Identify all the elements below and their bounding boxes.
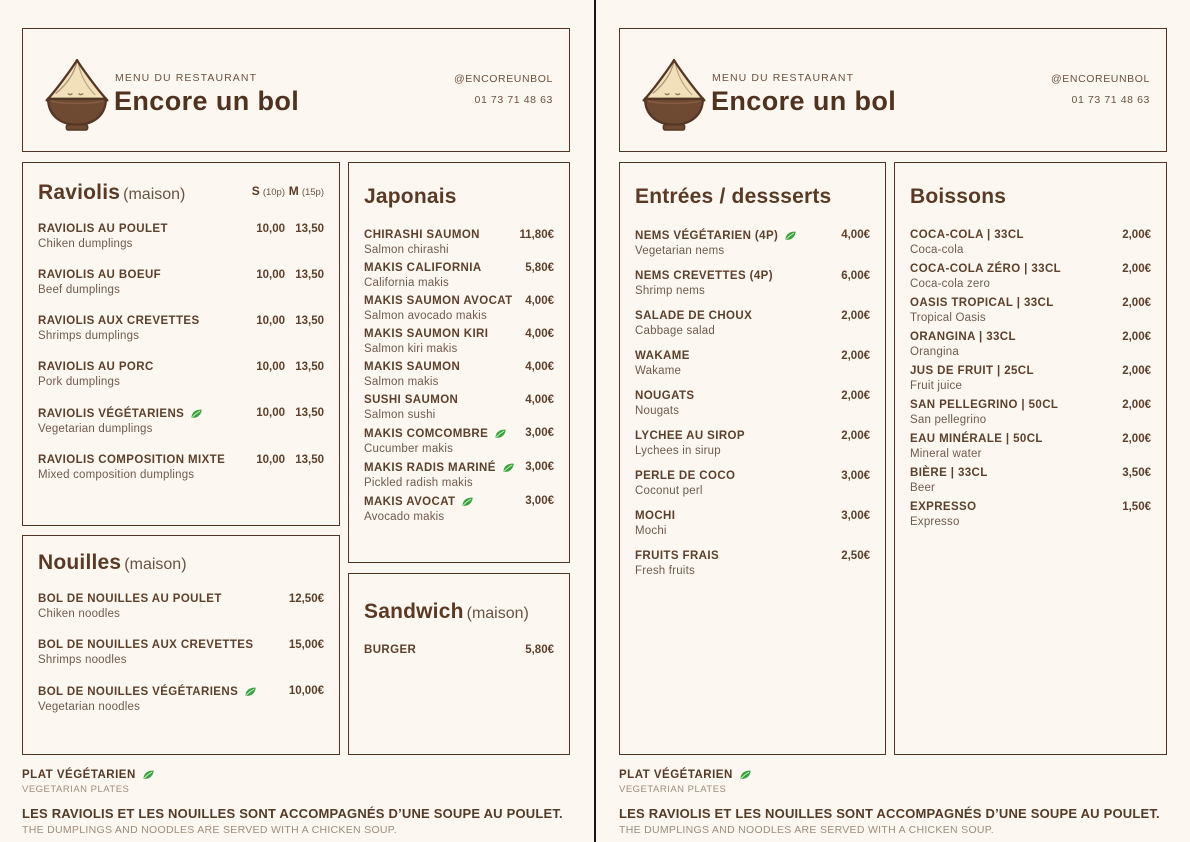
item-price: 2,00€	[841, 390, 870, 402]
item-price: 2,00€	[1122, 229, 1151, 241]
item-description: Shrimps noodles	[38, 654, 127, 666]
dumpling-bowl-logo-icon	[39, 55, 115, 135]
item-list	[635, 229, 870, 577]
veg-plate-label: PLAT VÉGÉTARIEN	[22, 769, 136, 781]
leaf-slot	[142, 768, 155, 782]
item-name-group	[364, 394, 525, 406]
vegetarian-leaf-icon	[502, 461, 515, 474]
item-price: 3,00€	[525, 461, 554, 473]
vegetarian-leaf-icon	[784, 229, 797, 242]
item-price-small: 10,00	[256, 269, 285, 281]
item-name-group	[364, 495, 525, 508]
item-price-medium: 13,50	[295, 407, 324, 419]
item-description: Fresh fruits	[635, 565, 695, 577]
size-s-note: (10p)	[262, 187, 285, 198]
item-description: Salmon sushi	[364, 409, 436, 421]
footer-right	[619, 768, 1167, 836]
item-name-group	[635, 550, 841, 562]
item-row	[38, 315, 324, 327]
item-row	[364, 328, 554, 340]
header-right	[619, 28, 1167, 152]
item-name-group	[910, 229, 1122, 241]
item-name: CHIRASHI SAUMON	[364, 229, 480, 241]
item-name: FRUITS FRAIS	[635, 550, 720, 562]
item-name-group	[38, 315, 246, 327]
menu-item	[910, 331, 1151, 358]
item-row	[635, 270, 870, 282]
item-description: Chiken dumplings	[38, 238, 133, 250]
item-name-group	[635, 470, 841, 482]
item-name-group	[635, 270, 841, 282]
item-description: Vegetarian dumplings	[38, 423, 153, 435]
item-row	[38, 407, 324, 420]
item-name: WAKAME	[635, 350, 690, 362]
item-name-group	[364, 262, 525, 274]
item-name-group	[364, 328, 525, 340]
menu-item	[364, 361, 554, 388]
veg-plate-label: PLAT VÉGÉTARIEN	[619, 769, 733, 781]
item-description: Tropical Oasis	[910, 312, 986, 324]
menu-item	[635, 550, 870, 577]
phone-number: 01 73 71 48 63	[1071, 94, 1150, 106]
item-row	[364, 427, 554, 440]
contact-block	[1051, 73, 1150, 106]
section-heading	[364, 600, 554, 626]
item-name: MAKIS RADIS MARINÉ	[364, 461, 496, 474]
menu-item	[38, 361, 324, 388]
section-suffix: (maison)	[466, 605, 529, 622]
vegetarian-leaf-icon	[244, 685, 257, 698]
item-row	[364, 394, 554, 406]
item-name-group	[38, 407, 246, 420]
item-row	[38, 454, 324, 466]
item-name: BOL DE NOUILLES VÉGÉTARIENS	[38, 685, 239, 698]
item-name: JUS DE FRUIT | 25CL	[910, 365, 1034, 377]
item-name: COCA-COLA ZÉRO | 33CL	[910, 263, 1062, 275]
menu-item	[364, 229, 554, 256]
item-description: Salmon chirashi	[364, 244, 449, 256]
item-name-group	[38, 454, 246, 466]
menu-item	[635, 390, 870, 417]
item-name: MAKIS AVOCAT	[364, 495, 456, 508]
item-row	[364, 644, 554, 656]
menu-item	[910, 297, 1151, 324]
menu-item	[635, 310, 870, 337]
item-name-group	[364, 361, 525, 373]
section-boissons	[894, 162, 1167, 755]
item-description: California makis	[364, 277, 450, 289]
item-name: LYCHEE AU SIROP	[635, 430, 745, 442]
menu-item	[364, 427, 554, 455]
item-name-group	[635, 430, 841, 442]
item-name-group	[910, 399, 1122, 411]
item-price: 2,00€	[841, 350, 870, 362]
section-entrees-desserts	[619, 162, 886, 755]
item-row	[38, 685, 324, 698]
item-price: 1,50€	[1122, 501, 1151, 513]
item-price-small: 10,00	[256, 223, 285, 235]
veg-plate-sublabel: VEGETARIAN PLATES	[619, 784, 727, 795]
item-row	[364, 361, 554, 373]
item-row	[364, 495, 554, 508]
item-name-group	[635, 310, 841, 322]
item-name: MAKIS SAUMON AVOCAT	[364, 295, 513, 307]
item-row	[364, 461, 554, 474]
item-list	[38, 593, 324, 713]
item-description: Cabbage salad	[635, 325, 715, 337]
item-name: ORANGINA | 33CL	[910, 331, 1016, 343]
item-name-group	[635, 510, 841, 522]
item-name-group	[910, 365, 1122, 377]
item-row	[38, 361, 324, 373]
menu-page-right	[619, 0, 1167, 842]
item-price: 2,00€	[1122, 433, 1151, 445]
item-price: 4,00€	[525, 394, 554, 406]
item-price: 3,00€	[525, 427, 554, 439]
phone-number: 01 73 71 48 63	[474, 94, 553, 106]
item-description: Shrimps dumplings	[38, 330, 140, 342]
item-name-group	[910, 501, 1122, 513]
item-price: 11,80€	[519, 229, 554, 241]
item-name-group	[635, 390, 841, 402]
item-row	[635, 310, 870, 322]
item-name: SALADE DE CHOUX	[635, 310, 753, 322]
item-description: Salmon makis	[364, 376, 439, 388]
item-row	[38, 593, 324, 605]
item-name: NEMS CREVETTES (4P)	[635, 270, 773, 282]
item-description: Pickled radish makis	[364, 477, 473, 489]
item-name: SAN PELLEGRINO | 50CL	[910, 399, 1059, 411]
item-price-medium: 13,50	[295, 223, 324, 235]
item-name: NEMS VÉGÉTARIEN (4P)	[635, 229, 779, 242]
item-price: 3,00€	[525, 495, 554, 507]
vegetarian-leaf-icon	[494, 427, 507, 440]
restaurant-title: Encore un bol	[114, 86, 300, 116]
menu-item	[635, 470, 870, 497]
menu-item	[910, 501, 1151, 528]
item-name: BOL DE NOUILLES AU POULET	[38, 593, 222, 605]
item-list	[364, 644, 554, 656]
item-description: Shrimp nems	[635, 285, 705, 297]
menu-eyebrow: MENU DU RESTAURANT	[712, 72, 855, 84]
item-name-group	[635, 350, 841, 362]
menu-item	[38, 454, 324, 481]
item-price: 2,00€	[841, 310, 870, 322]
item-description: Beef dumplings	[38, 284, 121, 296]
section-raviolis	[22, 162, 340, 526]
item-price: 5,80€	[525, 262, 554, 274]
item-name-group	[38, 639, 289, 651]
item-row	[38, 223, 324, 235]
item-list	[910, 229, 1151, 528]
item-price: 10,00€	[288, 685, 324, 697]
item-description: Coconut perl	[635, 485, 703, 497]
item-name-group	[910, 297, 1122, 309]
item-description: Expresso	[910, 516, 960, 528]
item-price: 3,50€	[1122, 467, 1151, 479]
item-price: 2,50€	[841, 550, 870, 562]
menu-item	[635, 350, 870, 377]
item-name: RAVIOLIS VÉGÉTARIENS	[38, 407, 185, 420]
vegetarian-leaf-icon	[461, 495, 474, 508]
menu-item	[635, 510, 870, 537]
item-description: Salmon avocado makis	[364, 310, 487, 322]
section-heading	[38, 179, 324, 207]
menu-eyebrow: MENU DU RESTAURANT	[115, 72, 258, 84]
item-name: MAKIS SAUMON KIRI	[364, 328, 489, 340]
item-description: Vegetarian noodles	[38, 701, 141, 713]
item-price-small: 10,00	[256, 361, 285, 373]
veg-plate-sublabel: VEGETARIAN PLATES	[22, 784, 130, 795]
menu-page-left	[22, 0, 570, 842]
section-sandwich	[348, 573, 570, 755]
menu-item	[364, 495, 554, 523]
item-price: 2,00€	[841, 430, 870, 442]
item-description: Fruit juice	[910, 380, 963, 392]
item-price: 2,00€	[1122, 263, 1151, 275]
item-name-group	[910, 263, 1122, 275]
item-name: COCA-COLA | 33CL	[910, 229, 1024, 241]
page-divider	[594, 0, 596, 842]
item-description: Wakame	[635, 365, 682, 377]
section-title: Boissons	[910, 185, 1007, 208]
section-title: Nouilles	[38, 551, 122, 574]
item-description: Pork dumplings	[38, 376, 121, 388]
item-description: Salmon kiri makis	[364, 343, 458, 355]
item-price: 3,00€	[841, 470, 870, 482]
item-row	[910, 229, 1151, 241]
item-price: 6,00€	[841, 270, 870, 282]
item-row	[635, 430, 870, 442]
item-description: Chiken noodles	[38, 608, 121, 620]
menu-item	[910, 229, 1151, 256]
item-price-small: 10,00	[256, 454, 285, 466]
section-heading	[38, 551, 324, 577]
item-name: EXPRESSO	[910, 501, 977, 513]
item-description: Lychees in sirup	[635, 445, 721, 457]
item-name: BURGER	[364, 644, 417, 656]
item-name: MAKIS SAUMON	[364, 361, 461, 373]
social-handle: @ENCOREUNBOL	[1051, 73, 1150, 85]
section-title: Japonais	[364, 185, 457, 208]
item-price: 2,00€	[1122, 297, 1151, 309]
menu-item	[364, 644, 554, 656]
menu-item	[364, 394, 554, 421]
item-row	[910, 433, 1151, 445]
vegetarian-leaf-icon	[142, 768, 155, 781]
item-price: 4,00€	[841, 229, 870, 241]
section-title: Entrées / dessserts	[635, 185, 832, 208]
restaurant-title: Encore un bol	[711, 86, 897, 116]
menu-item	[38, 269, 324, 296]
footer-left	[22, 768, 570, 836]
item-name: RAVIOLIS AU POULET	[38, 223, 168, 235]
item-description: San pellegrino	[910, 414, 987, 426]
item-list	[364, 229, 554, 523]
item-description: Cucumber makis	[364, 443, 454, 455]
menu-item	[910, 433, 1151, 460]
item-row	[635, 470, 870, 482]
menu-item	[38, 223, 324, 250]
menu-item	[635, 430, 870, 457]
item-price: 15,00€	[288, 639, 324, 651]
soup-note: LES RAVIOLIS ET LES NOUILLES SONT ACCOMPAGNÉS D’UNE SOUPE AU POULET.	[22, 806, 563, 821]
section-suffix: (maison)	[123, 186, 186, 203]
dumpling-bowl-logo-icon	[636, 55, 712, 135]
item-row	[38, 639, 324, 651]
item-name-group	[910, 467, 1122, 479]
item-description: Mochi	[635, 525, 667, 537]
size-s-label: S	[251, 184, 260, 198]
item-name-group	[364, 644, 525, 656]
vegetarian-leaf-icon	[739, 768, 752, 781]
menu-item	[38, 315, 324, 342]
item-price-medium: 13,50	[295, 361, 324, 373]
item-name-group	[364, 295, 525, 307]
menu-item	[635, 270, 870, 297]
section-suffix: (maison)	[124, 556, 187, 573]
size-m-note: (15p)	[301, 187, 324, 198]
item-name-group	[910, 331, 1122, 343]
item-row	[38, 269, 324, 281]
item-description: Vegetarian nems	[635, 245, 725, 257]
section-heading	[910, 185, 1151, 211]
item-price: 5,80€	[525, 644, 554, 656]
item-row	[910, 331, 1151, 343]
item-list	[38, 223, 324, 481]
item-name-group	[38, 361, 246, 373]
item-row	[364, 262, 554, 274]
item-name-group	[38, 223, 246, 235]
item-name: MAKIS CALIFORNIA	[364, 262, 482, 274]
item-name: MOCHI	[635, 510, 676, 522]
menu-item	[38, 639, 324, 666]
item-price-small: 10,00	[256, 407, 285, 419]
item-row	[635, 390, 870, 402]
item-name-group	[635, 229, 841, 242]
item-name-group	[38, 593, 289, 605]
item-description: Coca-cola	[910, 244, 964, 256]
item-price: 4,00€	[525, 328, 554, 340]
item-row	[910, 399, 1151, 411]
item-name: BOL DE NOUILLES AUX CREVETTES	[38, 639, 254, 651]
item-name: RAVIOLIS AUX CREVETTES	[38, 315, 200, 327]
item-price: 12,50€	[288, 593, 324, 605]
item-name: NOUGATS	[635, 390, 695, 402]
item-price: 2,00€	[1122, 399, 1151, 411]
item-name: OASIS TROPICAL | 33CL	[910, 297, 1054, 309]
item-row	[910, 263, 1151, 275]
item-name: PERLE DE COCO	[635, 470, 736, 482]
soup-note-sub: THE DUMPLINGS AND NOODLES ARE SERVED WITH A CHICKEN SOUP.	[22, 824, 397, 836]
menu-item	[910, 399, 1151, 426]
menu-item	[364, 262, 554, 289]
item-description: Beer	[910, 482, 936, 494]
item-row	[635, 550, 870, 562]
section-title: Raviolis	[38, 181, 121, 204]
item-price-medium: 13,50	[295, 315, 324, 327]
item-row	[635, 229, 870, 242]
item-name-group	[364, 461, 525, 474]
item-row	[364, 295, 554, 307]
section-japonais	[348, 162, 570, 563]
item-description: Mixed composition dumplings	[38, 469, 195, 481]
item-name: RAVIOLIS AU BOEUF	[38, 269, 162, 281]
item-price: 4,00€	[525, 295, 554, 307]
item-price-small: 10,00	[256, 315, 285, 327]
section-heading	[635, 185, 870, 211]
item-name-group	[38, 685, 289, 698]
menu-item	[635, 229, 870, 257]
item-description: Coca-cola zero	[910, 278, 991, 290]
item-name-group	[910, 433, 1122, 445]
vegetarian-leaf-icon	[190, 407, 203, 420]
item-name: SUSHI SAUMON	[364, 394, 459, 406]
menu-item	[38, 685, 324, 713]
menu-item	[910, 365, 1151, 392]
item-name-group	[364, 427, 525, 440]
item-price: 2,00€	[1122, 331, 1151, 343]
item-price: 4,00€	[525, 361, 554, 373]
menu-item	[364, 461, 554, 489]
contact-block	[454, 73, 553, 106]
item-price-medium: 13,50	[295, 454, 324, 466]
item-name-group	[364, 229, 519, 241]
soup-note-sub: THE DUMPLINGS AND NOODLES ARE SERVED WITH A CHICKEN SOUP.	[619, 824, 994, 836]
menu-item	[38, 593, 324, 620]
item-row	[910, 501, 1151, 513]
section-nouilles	[22, 535, 340, 755]
section-title: Sandwich	[364, 600, 464, 623]
item-name-group	[38, 269, 246, 281]
header-left	[22, 28, 570, 152]
item-description: Avocado makis	[364, 511, 445, 523]
item-price-medium: 13,50	[295, 269, 324, 281]
item-row	[910, 467, 1151, 479]
size-m-label: M	[288, 184, 299, 198]
soup-note: LES RAVIOLIS ET LES NOUILLES SONT ACCOMPAGNÉS D’UNE SOUPE AU POULET.	[619, 806, 1160, 821]
item-description: Mineral water	[910, 448, 982, 460]
menu-item	[910, 467, 1151, 494]
item-row	[910, 365, 1151, 377]
section-heading	[364, 185, 554, 211]
item-row	[635, 350, 870, 362]
size-columns-header	[246, 179, 324, 207]
item-name: RAVIOLIS AU PORC	[38, 361, 154, 373]
leaf-slot	[739, 768, 752, 782]
menu-item	[364, 328, 554, 355]
item-price: 3,00€	[841, 510, 870, 522]
menu-item	[38, 407, 324, 435]
menu-item	[364, 295, 554, 322]
item-description: Orangina	[910, 346, 959, 358]
menu-item	[910, 263, 1151, 290]
item-row	[364, 229, 554, 241]
item-name: MAKIS COMCOMBRE	[364, 427, 489, 440]
item-price: 2,00€	[1122, 365, 1151, 377]
item-name: RAVIOLIS COMPOSITION MIXTE	[38, 454, 226, 466]
item-row	[635, 510, 870, 522]
item-name: EAU MINÉRALE | 50CL	[910, 433, 1043, 445]
social-handle: @ENCOREUNBOL	[454, 73, 553, 85]
item-description: Nougats	[635, 405, 680, 417]
item-row	[910, 297, 1151, 309]
item-name: BIÈRE | 33CL	[910, 467, 988, 479]
